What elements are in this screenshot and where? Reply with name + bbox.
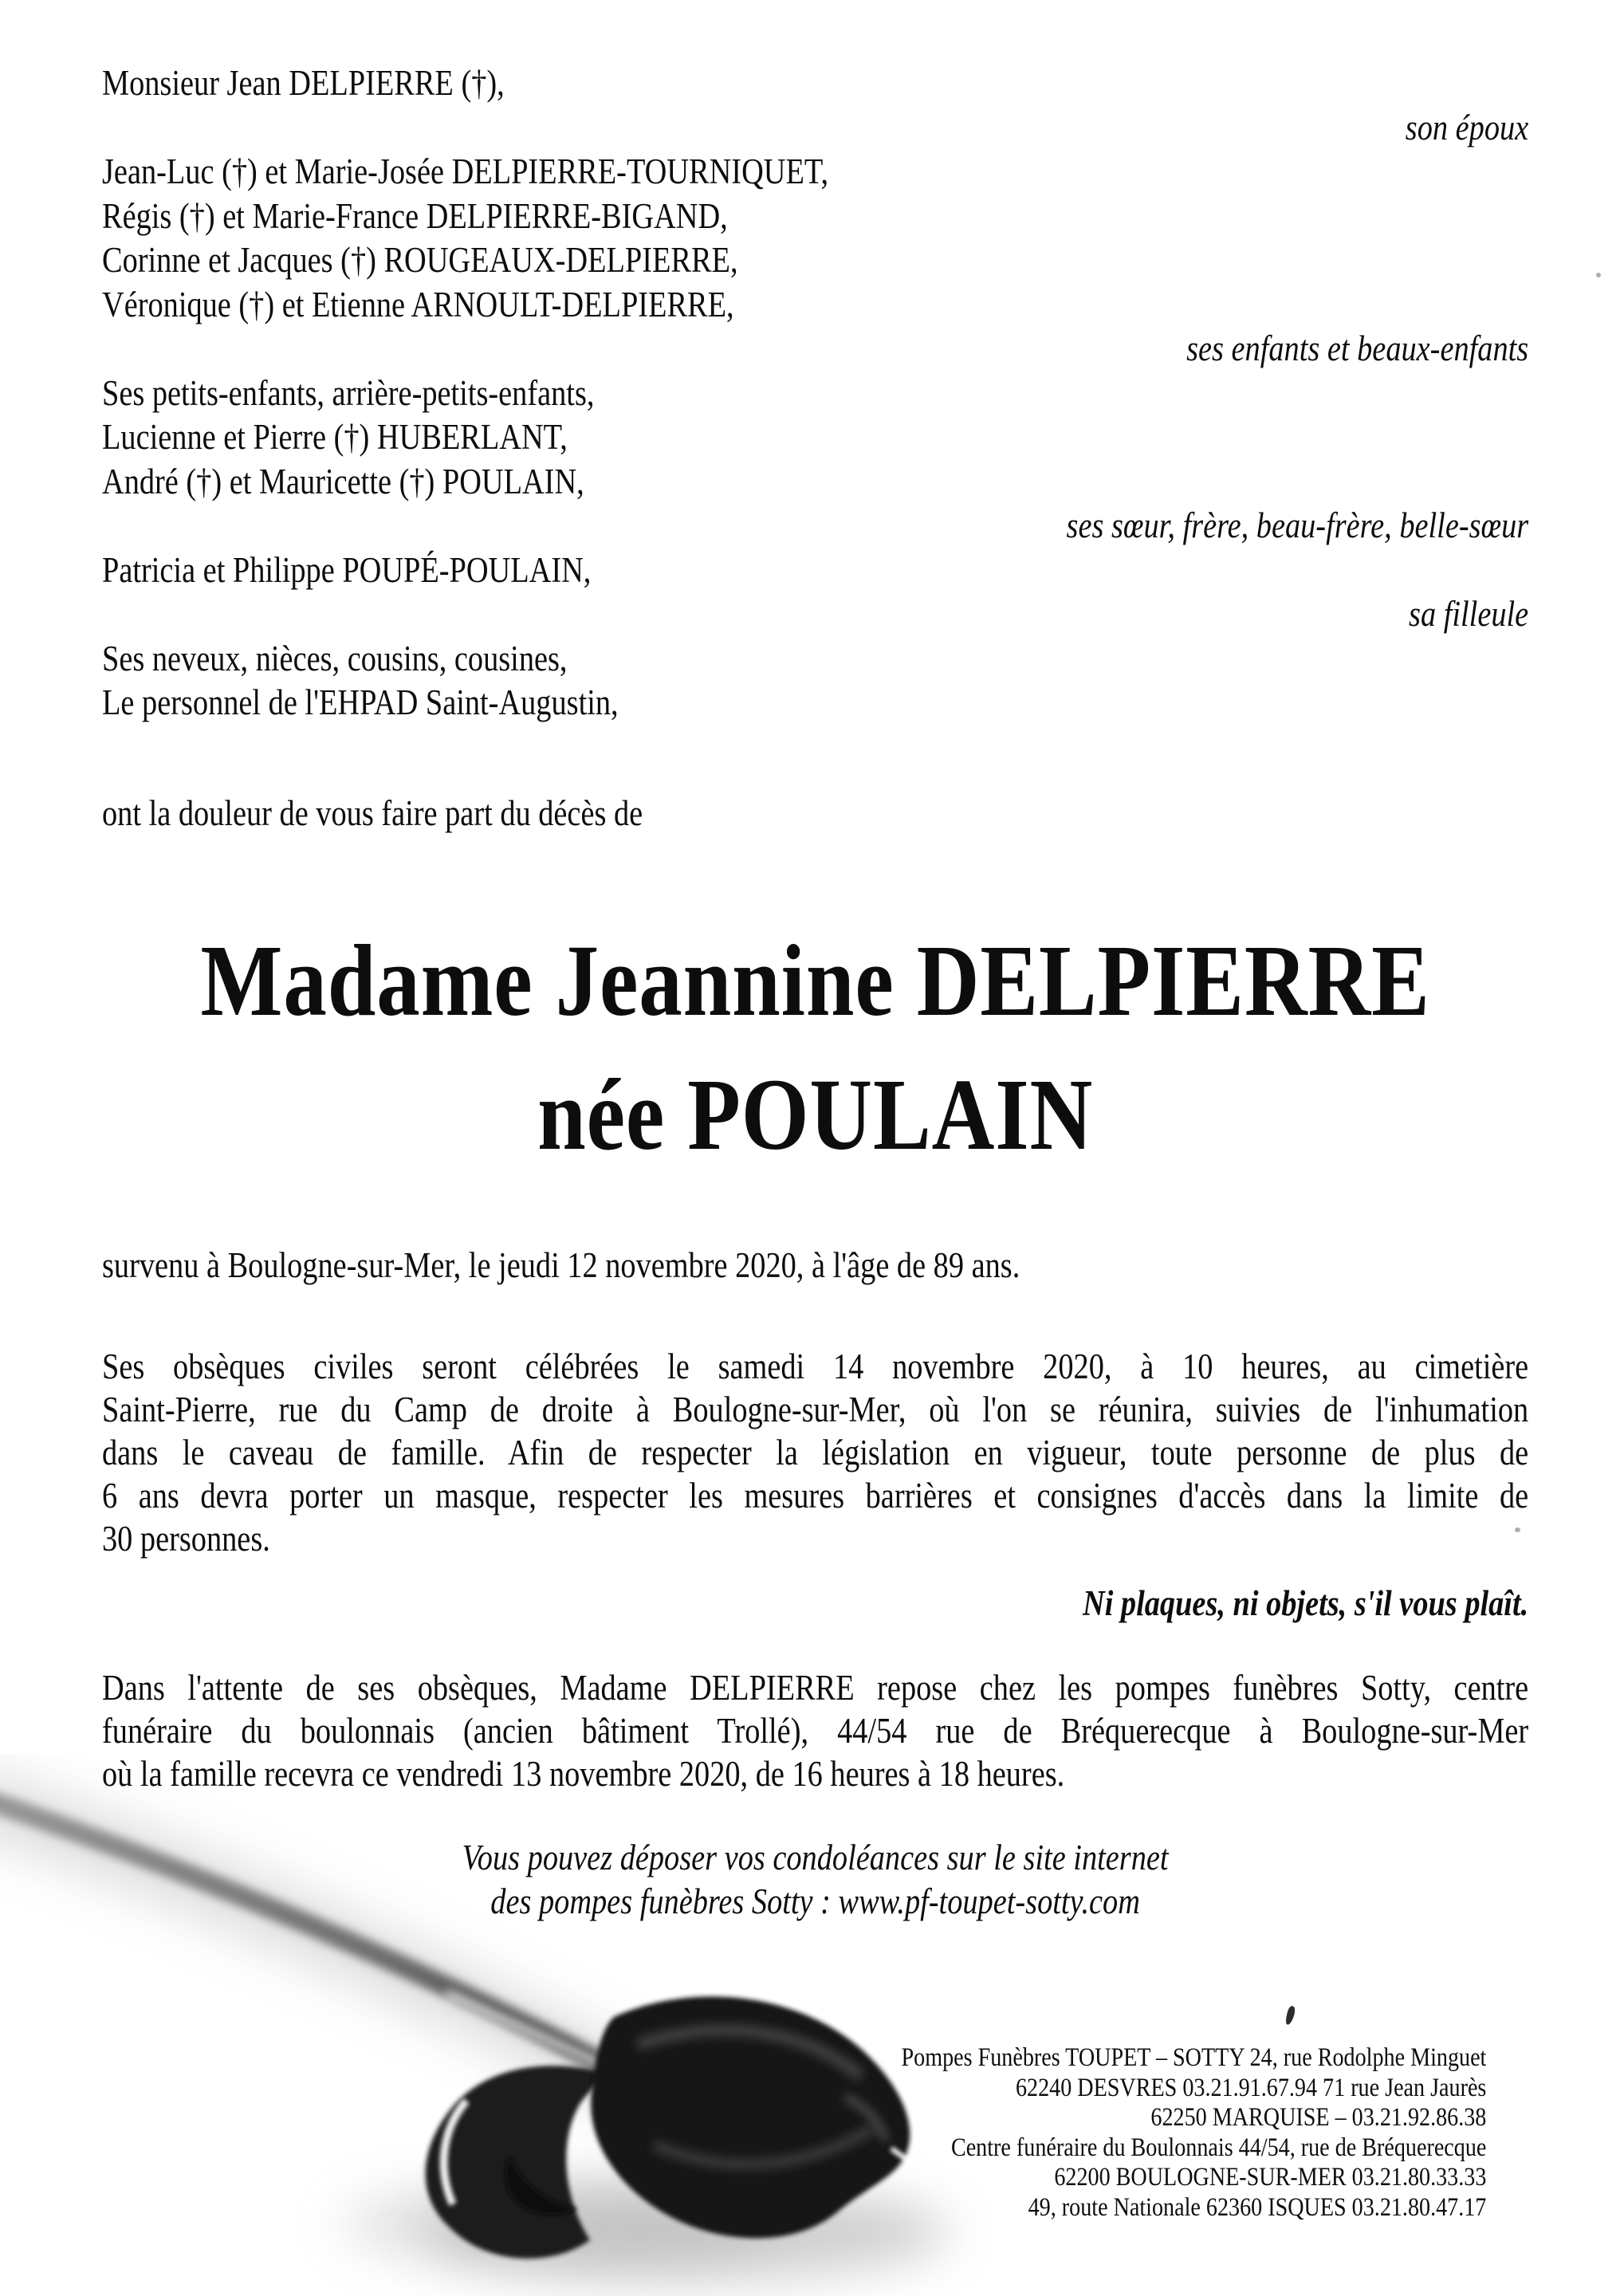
announcement-text: ont la douleur de vous faire part du décès de — [102, 793, 643, 833]
condolences-line: des pompes funèbres Sotty : www.pf-toupet-sotty.com — [490, 1881, 1140, 1921]
no-plaques-request-line — [102, 1582, 1528, 1626]
deceased-name-title — [102, 914, 1528, 1181]
announcement-line — [102, 792, 1528, 835]
repose-details-line: où la famille recevra ce vendredi 13 novembre 2020, de 16 heures à 18 heures. — [102, 1754, 1065, 1794]
relationship-note: son époux — [1405, 107, 1529, 147]
family-member-line: Lucienne et Pierre (†) HUBERLANT, — [102, 417, 568, 457]
family-member-line: Monsieur Jean DELPIERRE (†), — [102, 63, 505, 103]
family-member-line: Jean-Luc (†) et Marie-Josée DELPIERRE-TOURNIQUET, — [102, 151, 829, 191]
scan-artifact-speck — [1515, 1527, 1520, 1532]
family-member-line: Corinne et Jacques (†) ROUGEAUX-DELPIERRE, — [102, 240, 738, 280]
funeral-home-contact-line: Centre funéraire du Boulonnais 44/54, rue de Bréquerecque — [950, 2133, 1487, 2162]
family-member-line: André (†) et Mauricette (†) POULAIN, — [102, 461, 584, 501]
death-details-text: survenu à Boulogne-sur-Mer, le jeudi 12 novembre 2020, à l'âge de 89 ans. — [102, 1245, 1020, 1285]
funeral-home-contact-line: 62200 BOULOGNE-SUR-MER 03.21.80.33.33 — [1054, 2163, 1487, 2192]
family-member-line: Véronique (†) et Etienne ARNOULT-DELPIERRE, — [102, 284, 734, 324]
funeral-home-contact-block — [102, 2043, 1528, 2223]
repose-details-line: funéraire du boulonnais (ancien bâtiment Trollé), 44/54 rue de Bréquerecque à Boulogne-sur-Mer — [102, 1711, 1529, 1751]
funeral-details-line: Ses obsèques civiles seront célébrées le samedi 14 novembre 2020, à 10 heures, au cimetière — [102, 1347, 1529, 1386]
funeral-home-contact-line: 62250 MARQUISE – 03.21.92.86.38 — [1150, 2103, 1487, 2132]
maiden-name-line: née POULAIN — [537, 1058, 1094, 1171]
family-member-line: Le personnel de l'EHPAD Saint-Augustin, — [102, 682, 619, 722]
funeral-details-line: Saint-Pierre, rue du Camp de droite à Boulogne-sur-Mer, où l'on se réunira, suivies de l'inhumation — [102, 1390, 1529, 1429]
death-details-line — [102, 1244, 1528, 1288]
repose-details-paragraph — [102, 1666, 1528, 1795]
condolences-note — [102, 1836, 1528, 1924]
family-member-line: Ses neveux, nièces, cousins, cousines, — [102, 638, 568, 678]
funeral-home-contact-line: 62240 DESVRES 03.21.91.67.94 71 rue Jean Jaurès — [1015, 2073, 1487, 2102]
family-member-line: Régis (†) et Marie-France DELPIERRE-BIGAND, — [102, 195, 728, 236]
text-column — [102, 0, 1528, 2296]
funeral-home-contact-line: 49, route Nationale 62360 ISQUES 03.21.80.47.17 — [1028, 2192, 1487, 2222]
no-plaques-request-text: Ni plaques, ni objets, s'il vous plaît. — [1083, 1583, 1529, 1623]
family-member-line: Patricia et Philippe POUPÉ-POULAIN, — [102, 549, 592, 590]
funeral-home-contact-line: Pompes Funèbres TOUPET – SOTTY 24, rue Rodolphe Minguet — [901, 2043, 1487, 2072]
scan-artifact-speck — [1596, 273, 1601, 277]
funeral-details-line: 30 personnes. — [102, 1519, 270, 1559]
condolences-line: Vous pouvez déposer vos condoléances sur le site internet — [462, 1838, 1169, 1877]
repose-details-line: Dans l'attente de ses obsèques, Madame DELPIERRE repose chez les pompes funèbres Sotty, centre — [102, 1668, 1529, 1708]
funeral-details-line: 6 ans devra porter un masque, respecter les mesures barrières et consignes d'accès dans la limite de — [102, 1476, 1529, 1516]
funeral-details-paragraph — [102, 1345, 1528, 1560]
relationship-note: ses enfants et beaux-enfants — [1186, 328, 1529, 368]
relationship-note: sa filleule — [1409, 594, 1529, 634]
family-member-line: Ses petits-enfants, arrière-petits-enfants, — [102, 372, 595, 413]
funeral-details-line: dans le caveau de famille. Afin de respecter la législation en vigueur, toute personne de plus de — [102, 1433, 1529, 1472]
deceased-name-line: Madame Jeannine DELPIERRE — [200, 924, 1430, 1037]
relationship-note: ses sœur, frère, beau-frère, belle-sœur — [1066, 505, 1529, 545]
family-intro-block — [102, 61, 1528, 725]
